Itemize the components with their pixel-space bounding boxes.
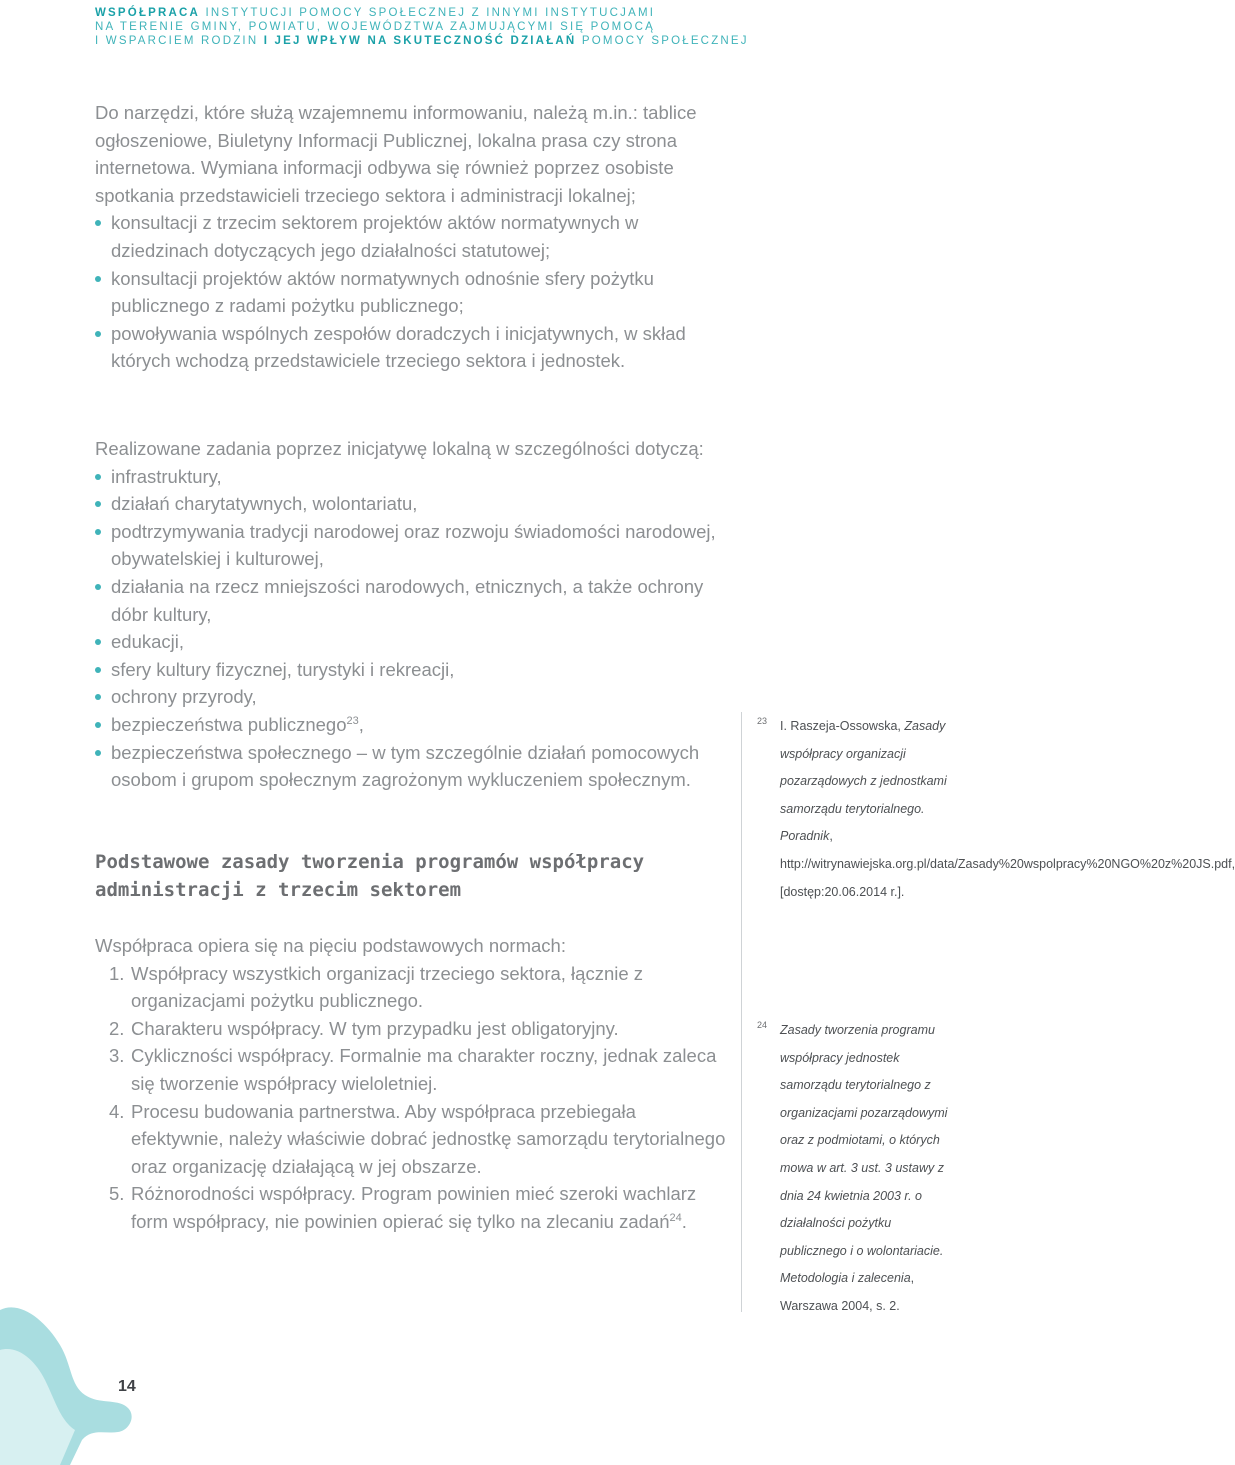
bullet-icon — [95, 667, 101, 673]
footnote-23 — [757, 713, 1235, 906]
list-item: konsultacji projektów aktów normatywnych odnośnie sfery pożytku publicznego z radami pożytku publicznego; — [95, 265, 730, 320]
intro-paragraph: Do narzędzi, które służą wzajemnemu informowaniu, należą m.in.: tablice ogłoszeniowe, Biuletyny Informacji Publicznej, lokalna prasa czy strona internetowa. Wymiana informacji odbywa się również poprzez osobiste spotkania przedstawicieli trzeciego sektora i administracji lokalnej; — [95, 102, 697, 206]
list-item: konsultacji z trzecim sektorem projektów aktów normatywnych w dziedzinach dotyczących jego działalności statutowej; — [95, 209, 730, 264]
bullet-icon — [95, 529, 101, 535]
norms-list — [95, 960, 730, 1236]
bullet-icon — [95, 722, 101, 728]
footnote-divider — [741, 712, 742, 1312]
task-list — [95, 463, 730, 794]
bullet-icon — [95, 639, 101, 645]
bullet-icon — [95, 501, 101, 507]
tasks-intro: Realizowane zadania poprzez inicjatywę lokalną w szczególności dotyczą: — [95, 438, 704, 459]
list-item: działania na rzecz mniejszości narodowych, etnicznych, a także ochrony dóbr kultury, — [95, 573, 730, 628]
footnote-text: Zasady tworzenia programu współpracy jednostek samorządu terytorialnego z organizacjami pozarządowymi oraz z podmiotami, o których mowa w art. 3 ust. 3 ustawy z dnia 24 kwietnia 2003 r. o działalności pożytku publicznego i o wolontariacie. Metodologia i zalecenia, Warszawa 2004, s. 2. — [780, 1023, 948, 1313]
list-item: bezpieczeństwa publicznego$^{23}$, — [95, 711, 730, 739]
footnote-number: 23 — [757, 716, 768, 726]
norms-section — [95, 932, 730, 1236]
section-heading: Podstawowe zasady tworzenia programów współpracy administracji z trzecim sektorem — [95, 851, 645, 901]
list-item: 5. Różnorodności współpracy. Program powinien mieć szeroki wachlarz form współpracy, nie powinien opierać się tylko na zlecaniu zadań$^{24}$. — [109, 1183, 697, 1232]
list-item: 2. Charakteru współpracy. W tym przypadku jest obligatoryjny. — [109, 1017, 619, 1039]
list-item: powoływania wspólnych zespołów doradczych i inicjatywnych, w skład których wchodzą przedstawiciele trzeciego sektora i jednostek. — [95, 320, 730, 375]
list-item: 3. Cykliczności współpracy. Formalnie ma charakter roczny, jednak zaleca się tworzenie współpracy wieloletniej. — [109, 1045, 717, 1094]
norms-intro: Współpraca opiera się na pięciu podstawowych normach: — [95, 935, 566, 956]
list-item: działań charytatywnych, wolontariatu, — [95, 490, 730, 518]
footnote-text: I. Raszeja-Ossowska, Zasady współpracy organizacji pozarządowych z jednostkami samorządu terytorialnego. Poradnik, http://witrynawiejska.org.pl/data/Zasady%20wspolpracy%20NGO%20z%20JS.pdf, [dostęp:20.06.2014 r.]. — [780, 719, 1235, 899]
header-line-1: WSPÓŁPRACA INSTYTUCJI POMOCY SPOŁECZNEJ Z INNYMI INSTYTUCJAMI — [95, 7, 656, 19]
bullet-icon — [95, 584, 101, 590]
footnote-number: 24 — [757, 1020, 768, 1030]
tasks-section — [95, 435, 730, 794]
list-item: edukacji, — [95, 628, 730, 656]
bullet-icon — [95, 474, 101, 480]
footnote-ref-24[interactable]: 24 — [669, 1211, 682, 1224]
list-item: sfery kultury fizycznej, turystyki i rekreacji, — [95, 656, 730, 684]
list-item: ochrony przyrody, — [95, 683, 730, 711]
bullet-icon — [95, 331, 101, 337]
list-item: infrastruktury, — [95, 463, 730, 491]
footnote-24 — [757, 1017, 957, 1321]
bullet-icon — [95, 220, 101, 226]
list-item: podtrzymywania tradycji narodowej oraz rozwoju świadomości narodowej, obywatelskiej i kulturowej, — [95, 518, 730, 573]
main-column-top — [95, 99, 730, 375]
consult-list — [95, 209, 730, 375]
footnote-ref-23[interactable]: 23 — [346, 714, 359, 727]
header-line-2: NA TERENIE GMINY, POWIATU, WOJEWÓDZTWA ZAJMUJĄCYMI SIĘ POMOCĄ — [95, 21, 655, 33]
list-item: bezpieczeństwa społecznego – w tym szczególnie działań pomocowych osobom i grupom społecznym zagrożonym wykluczeniem społecznym. — [95, 739, 730, 794]
bullet-icon — [95, 750, 101, 756]
page-number: 14 — [118, 1378, 136, 1395]
section-heading-block — [95, 848, 730, 904]
bullet-icon — [95, 694, 101, 700]
header-line-3: I WSPARCIEM RODZIN I JEJ WPŁYW NA SKUTECZNOŚĆ DZIAŁAŃ POMOCY SPOŁECZNEJ — [95, 35, 749, 47]
list-item: 1. Współpracy wszystkich organizacji trzeciego sektora, łącznie z organizacjami pożytku publicznego. — [109, 962, 644, 1012]
bullet-icon — [95, 276, 101, 282]
list-item: 4. Procesu budowania partnerstwa. Aby współpraca przebiegała efektywnie, należy właściwie dobrać jednostkę samorządu terytorialnego oraz organizację działającą w jej obszarze. — [109, 1100, 726, 1177]
running-header — [95, 6, 915, 48]
